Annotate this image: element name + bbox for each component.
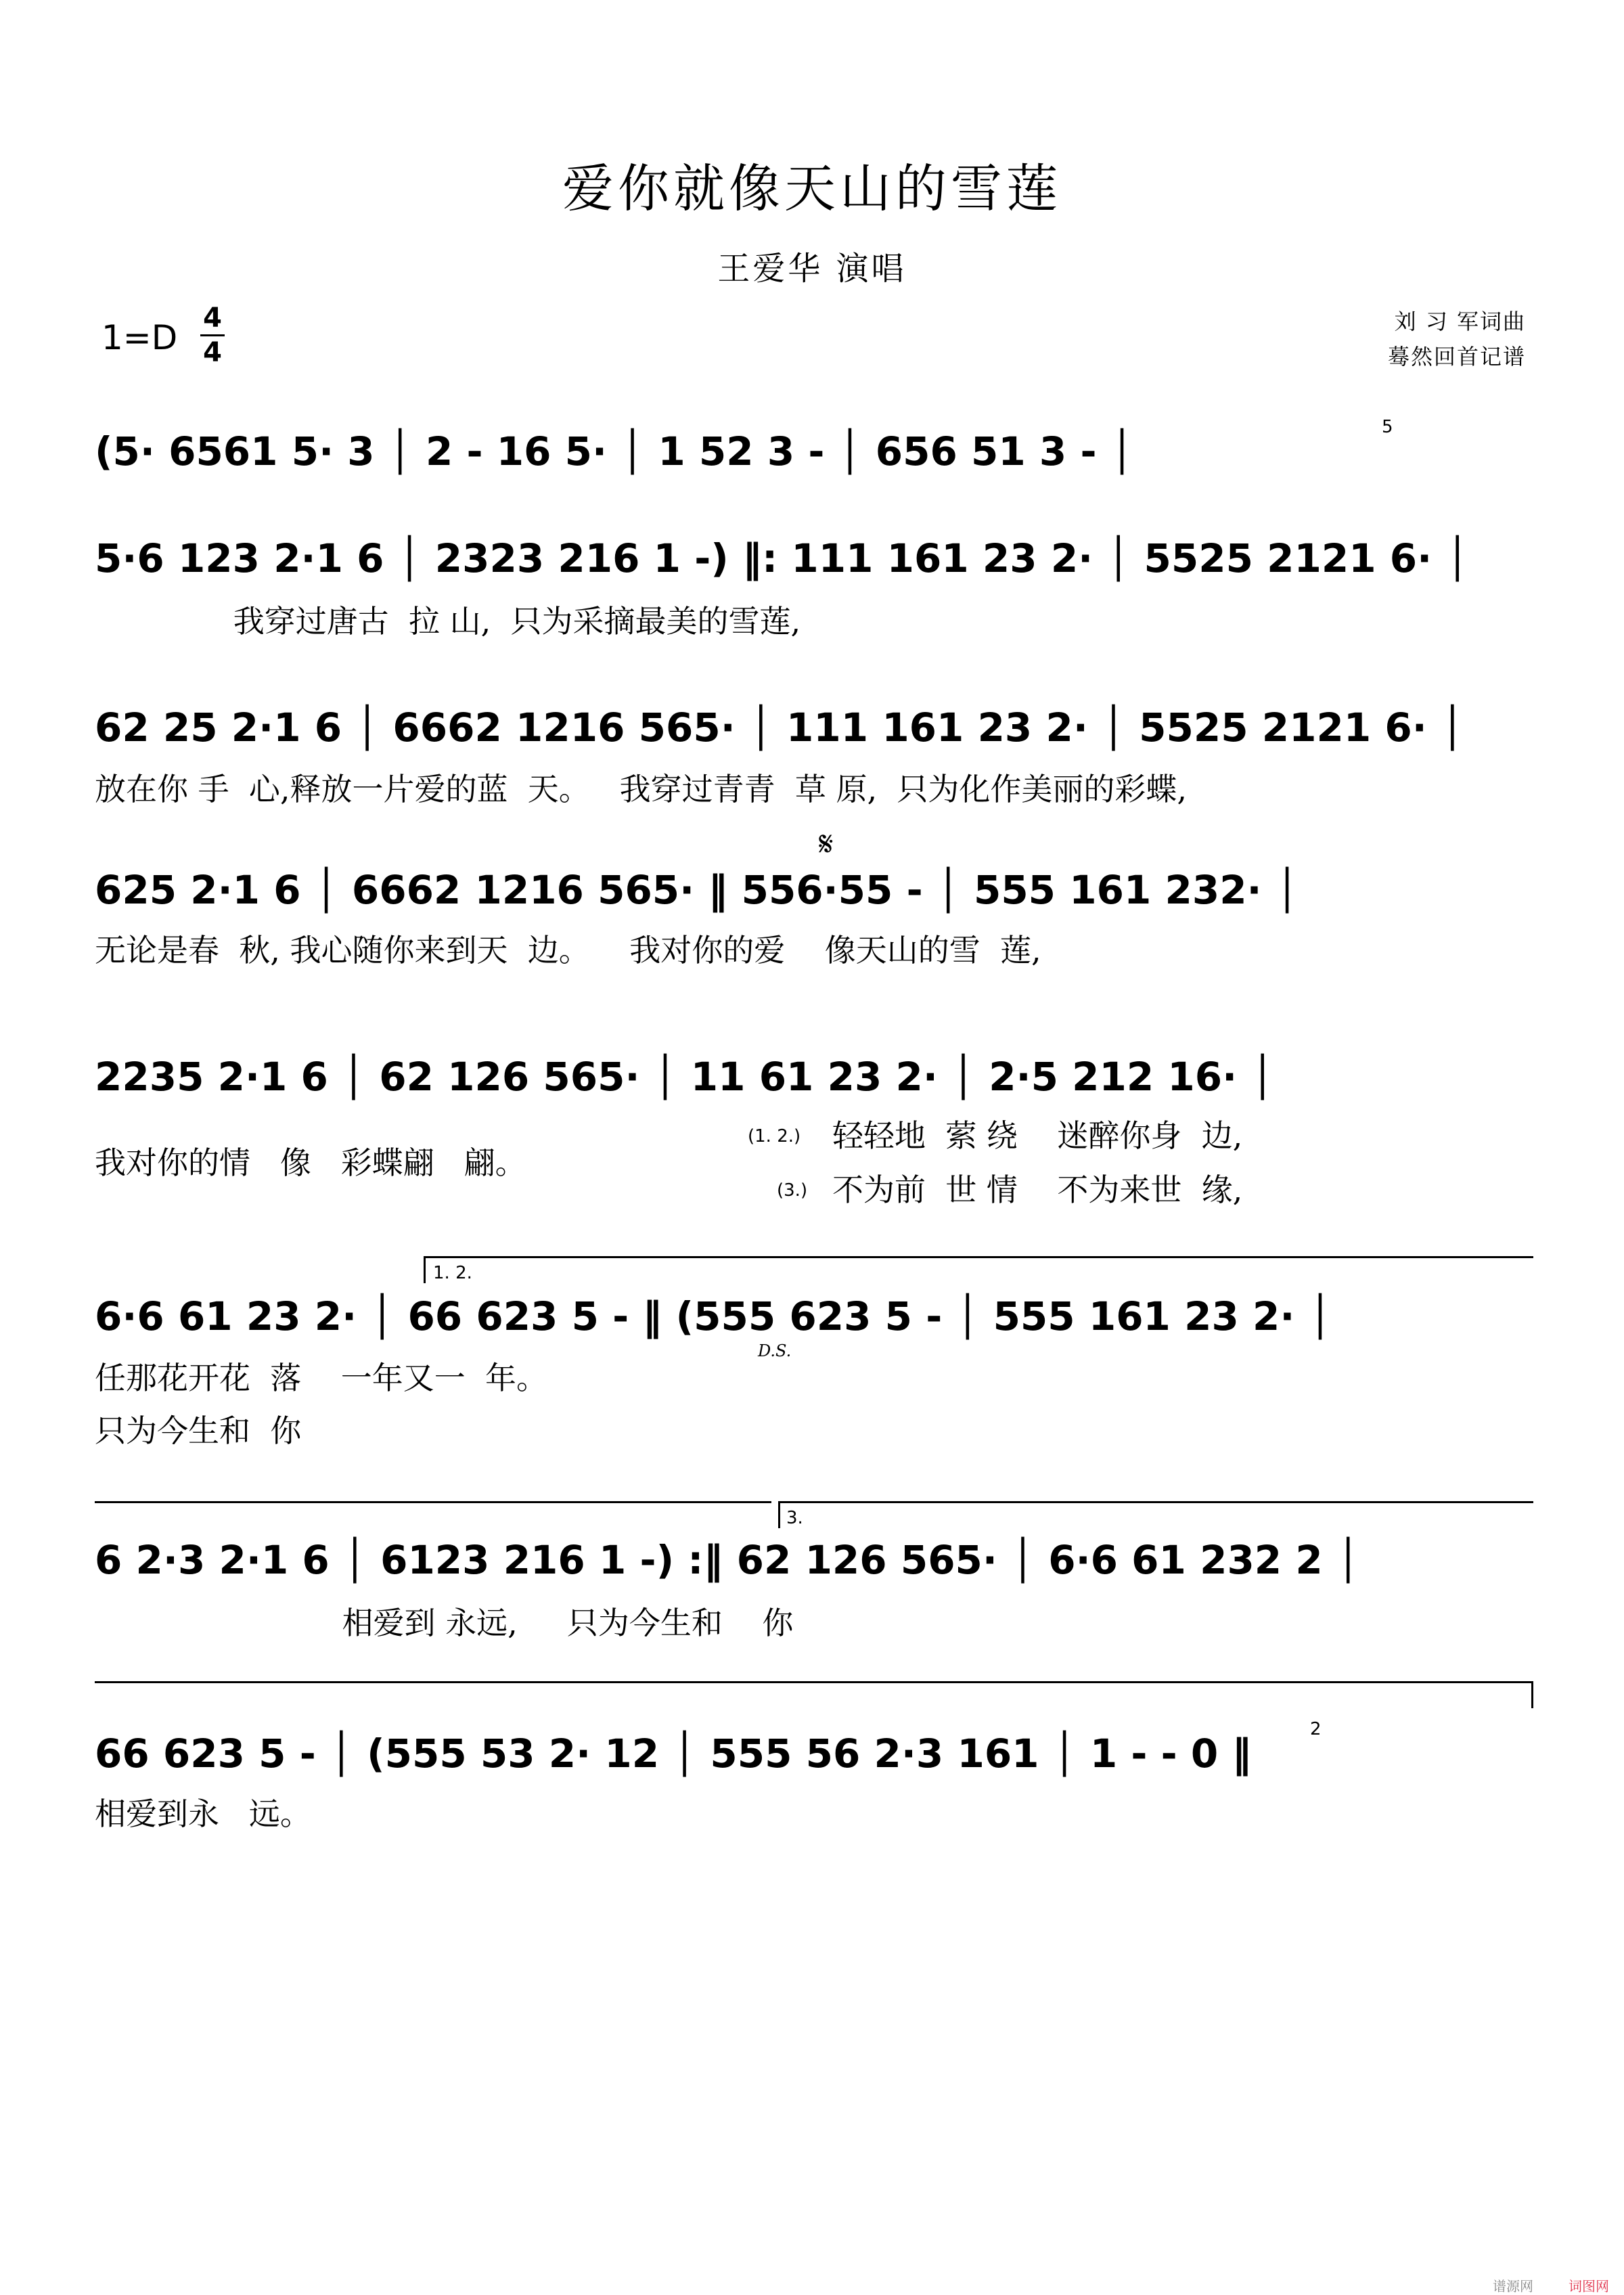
verse-label-1-2: (1. 2.) xyxy=(748,1126,801,1146)
credit-transcriber: 蓦然回首记谱 xyxy=(1387,344,1526,370)
ending-bracket-3-end-tick xyxy=(1531,1681,1533,1708)
staff-line-1: (5· 6561 5· 3 │ 2 - 16 5· │ 1 52 3 - │ 656 51 3 - │ xyxy=(95,428,1134,474)
credit-composer: 刘 习 军词曲 xyxy=(1394,309,1526,334)
lyric-line-5: 我对你的情 像 彩蝶翩 翩。 xyxy=(95,1144,526,1181)
lyric-line-6-second: 只为今生和 你 xyxy=(95,1412,302,1449)
grace-note-5: 5 xyxy=(1382,417,1393,437)
time-signature-bar xyxy=(200,334,225,336)
segno-sign: 𝄋 xyxy=(819,824,834,864)
grace-note-2: 2 xyxy=(1310,1719,1322,1739)
staff-line-8: 66 623 5 - │ (555 53 2· 12 │ 555 56 2·3 161 │ 1 - - 0 ‖ xyxy=(95,1731,1252,1777)
ending-label-1-2: 1. 2. xyxy=(433,1263,472,1283)
verse-lyrics-3: 不为前 世 情 不为来世 缘, xyxy=(832,1172,1243,1208)
watermark-left: 谱源网 xyxy=(1493,2278,1533,2294)
time-signature-top: 4 xyxy=(203,303,222,334)
watermark-right: 词图网 xyxy=(1569,2278,1609,2294)
lyric-line-2: 我穿过唐古 拉 山, 只为采摘最美的雪莲, xyxy=(95,603,801,640)
staff-line-6: 6·6 61 23 2· │ 66 623 5 - ‖ (555 623 5 - │ 555 161 23 2· │ xyxy=(95,1293,1332,1339)
ending-bracket-1-2 xyxy=(424,1256,1533,1258)
ending-bracket-3-tick xyxy=(778,1501,780,1528)
lyric-line-8: 相爱到永 远。 xyxy=(95,1796,311,1832)
ending-label-3: 3. xyxy=(786,1508,803,1528)
page-title: 爱你就像天山的雪莲 xyxy=(562,158,1062,219)
ds-marking: D.S. xyxy=(758,1341,792,1360)
ending-bracket-1-2-continued xyxy=(95,1501,771,1503)
staff-line-3: 62 25 2·1 6 │ 6662 1216 565· │ 111 161 23 2· │ 5525 2121 6· │ xyxy=(95,705,1464,751)
time-signature xyxy=(200,303,225,367)
staff-line-5: 2235 2·1 6 │ 62 126 565· │ 11 61 23 2· │ 2·5 212 16· │ xyxy=(95,1054,1275,1100)
staff-line-2: 5·6 123 2·1 6 │ 2323 216 1 -) ‖: 111 161 23 2· │ 5525 2121 6· │ xyxy=(95,535,1470,581)
verse-lyrics-1-2: 轻轻地 萦 绕 迷醉你身 边, xyxy=(832,1117,1243,1154)
lyric-line-6: 任那花开花 落 一年又一 年。 xyxy=(95,1360,547,1396)
lyric-line-7: 相爱到 永远, 只为今生和 你 xyxy=(95,1605,794,1641)
verse-label-3: (3.) xyxy=(777,1180,808,1201)
time-signature-bottom: 4 xyxy=(203,337,222,368)
ending-bracket-1-2-tick xyxy=(424,1256,426,1283)
ending-bracket-3 xyxy=(778,1501,1533,1503)
staff-line-4: 625 2·1 6 │ 6662 1216 565· ‖ 556·55 - │ 555 161 232· │ xyxy=(95,867,1299,913)
staff-line-7: 6 2·3 2·1 6 │ 6123 216 1 -) :‖ 62 126 565· │ 6·6 61 232 2 │ xyxy=(95,1537,1360,1583)
key-signature: 1=D xyxy=(102,318,178,357)
ending-bracket-3-continued xyxy=(95,1681,1533,1683)
lyric-line-4: 无论是春 秋, 我心随你来到天 边。 我对你的爱 像天山的雪 莲, xyxy=(95,932,1041,968)
performer-line: 王爱华 演唱 xyxy=(717,250,907,288)
lyric-line-3: 放在你 手 心,释放一片爱的蓝 天。 我穿过青青 草 原, 只为化作美丽的彩蝶, xyxy=(95,771,1187,807)
